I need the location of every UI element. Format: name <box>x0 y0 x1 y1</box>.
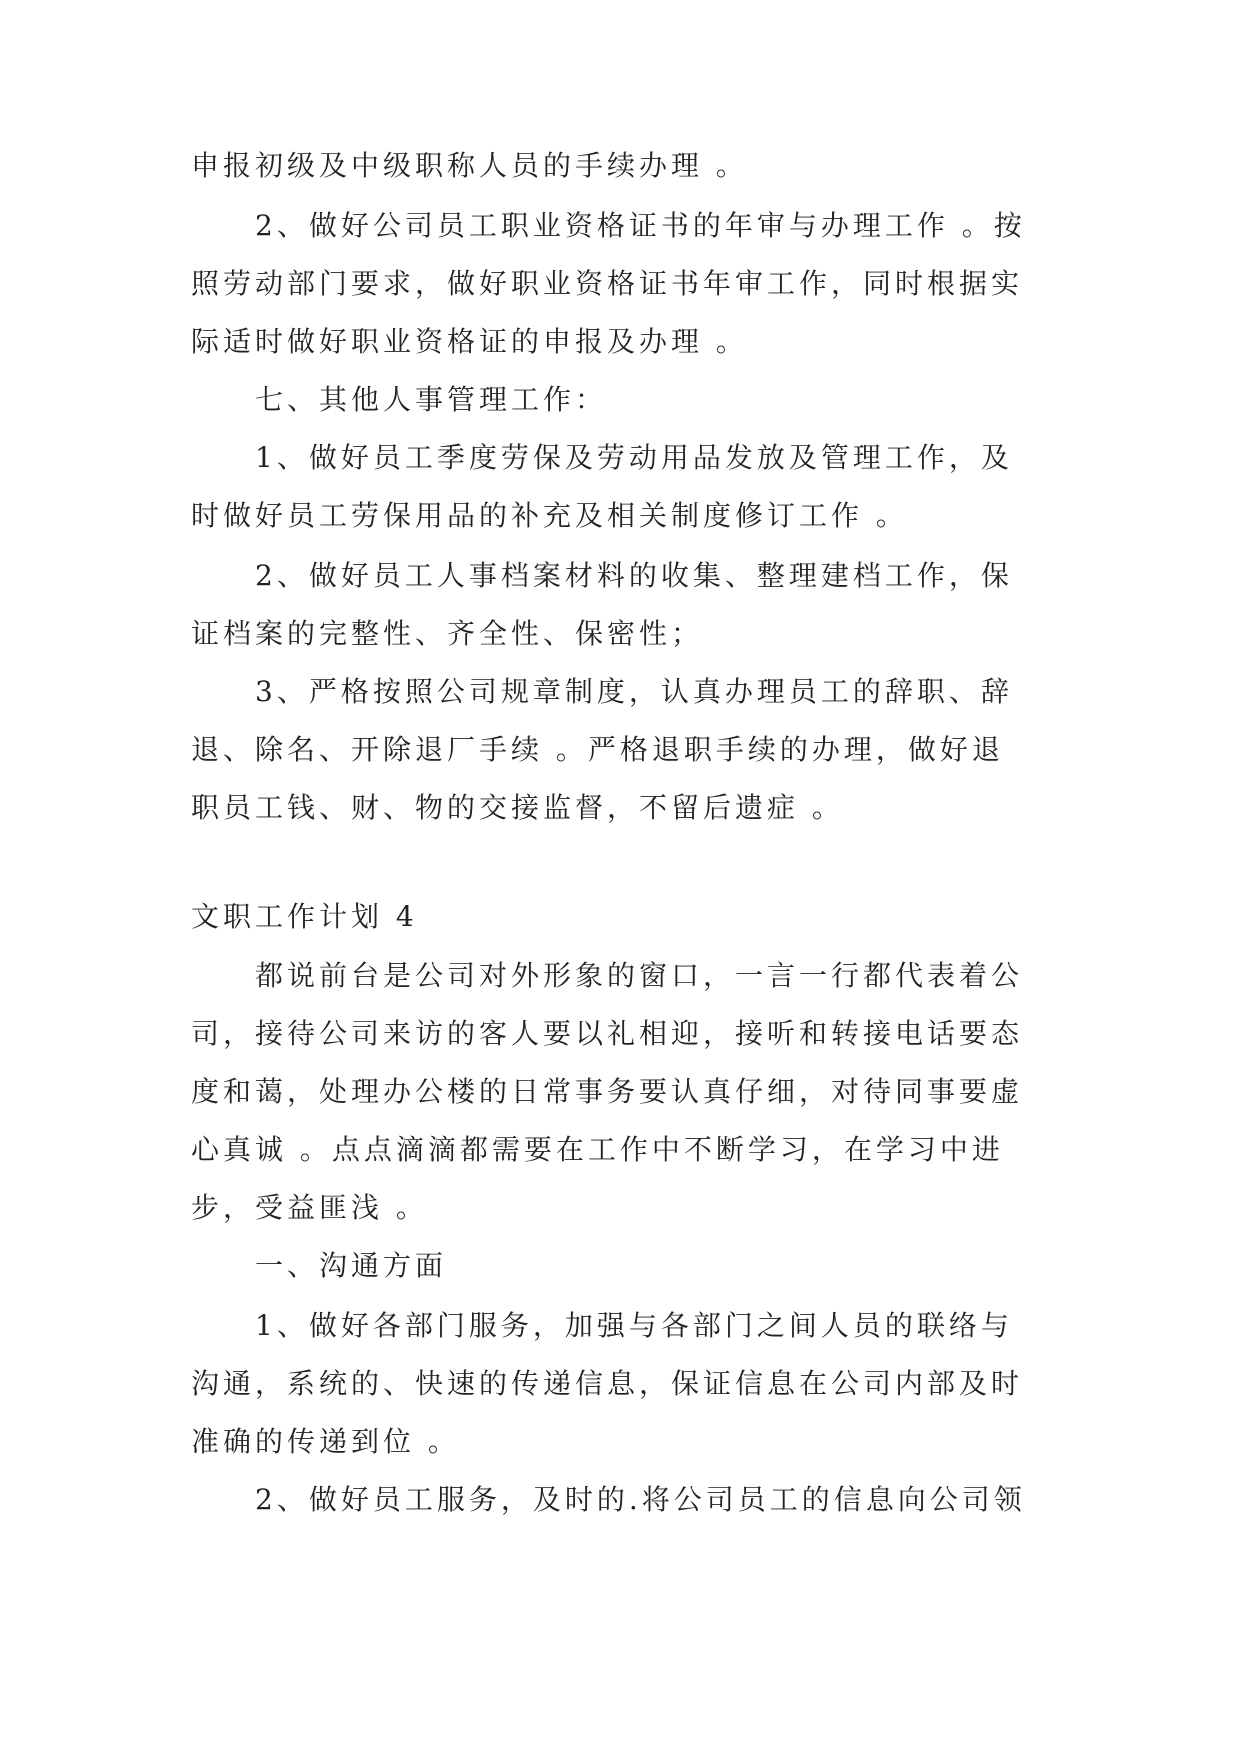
paragraph-line: 2、做好员工服务，及时的.将公司员工的信息向公司领 <box>255 1483 1026 1516</box>
paragraph-line: 2、做好员工人事档案材料的收集、整理建档工作，保 <box>255 559 1013 592</box>
paragraph-line: 步，受益匪浅 。 <box>191 1191 428 1224</box>
paragraph-line: 照劳动部门要求，做好职业资格证书年审工作，同时根据实 <box>191 267 1024 300</box>
paragraph-line: 都说前台是公司对外形象的窗口，一言一行都代表着公 <box>255 959 1024 992</box>
paragraph-line: 退、除名、开除退厂手续 。严格退职手续的办理，做好退 <box>191 733 1004 766</box>
section-heading: 一、沟通方面 <box>255 1249 448 1282</box>
paragraph-line: 3、严格按照公司规章制度，认真办理员工的辞职、辞 <box>255 675 1013 708</box>
section-heading: 七、其他人事管理工作： <box>255 383 608 416</box>
paragraph-line: 司，接待公司来访的客人要以礼相迎，接听和转接电话要态 <box>191 1017 1024 1050</box>
paragraph-line: 度和蔼，处理办公楼的日常事务要认真仔细，对待同事要虚 <box>191 1075 1024 1108</box>
paragraph-line: 申报初级及中级职称人员的手续办理 。 <box>191 149 748 182</box>
paragraph-line: 心真诚 。点点滴滴都需要在工作中不断学习，在学习中进 <box>191 1133 1004 1166</box>
paragraph-line: 沟通，系统的、快速的传递信息，保证信息在公司内部及时 <box>191 1367 1024 1400</box>
paragraph-line: 职员工钱、财、物的交接监督，不留后遗症 。 <box>191 791 844 824</box>
paragraph-line: 1、做好各部门服务，加强与各部门之间人员的联络与 <box>255 1309 1013 1342</box>
paragraph-line: 证档案的完整性、齐全性、保密性； <box>191 617 704 650</box>
paragraph-line: 准确的传递到位 。 <box>191 1425 460 1458</box>
paragraph-line: 2、做好公司员工职业资格证书的年审与办理工作 。按 <box>255 209 1026 242</box>
document-title: 文职工作计划 4 <box>191 900 418 933</box>
paragraph-line: 际适时做好职业资格证的申报及办理 。 <box>191 325 748 358</box>
paragraph-line: 1、做好员工季度劳保及劳动用品发放及管理工作，及 <box>255 441 1013 474</box>
paragraph-line: 时做好员工劳保用品的补充及相关制度修订工作 。 <box>191 499 908 532</box>
